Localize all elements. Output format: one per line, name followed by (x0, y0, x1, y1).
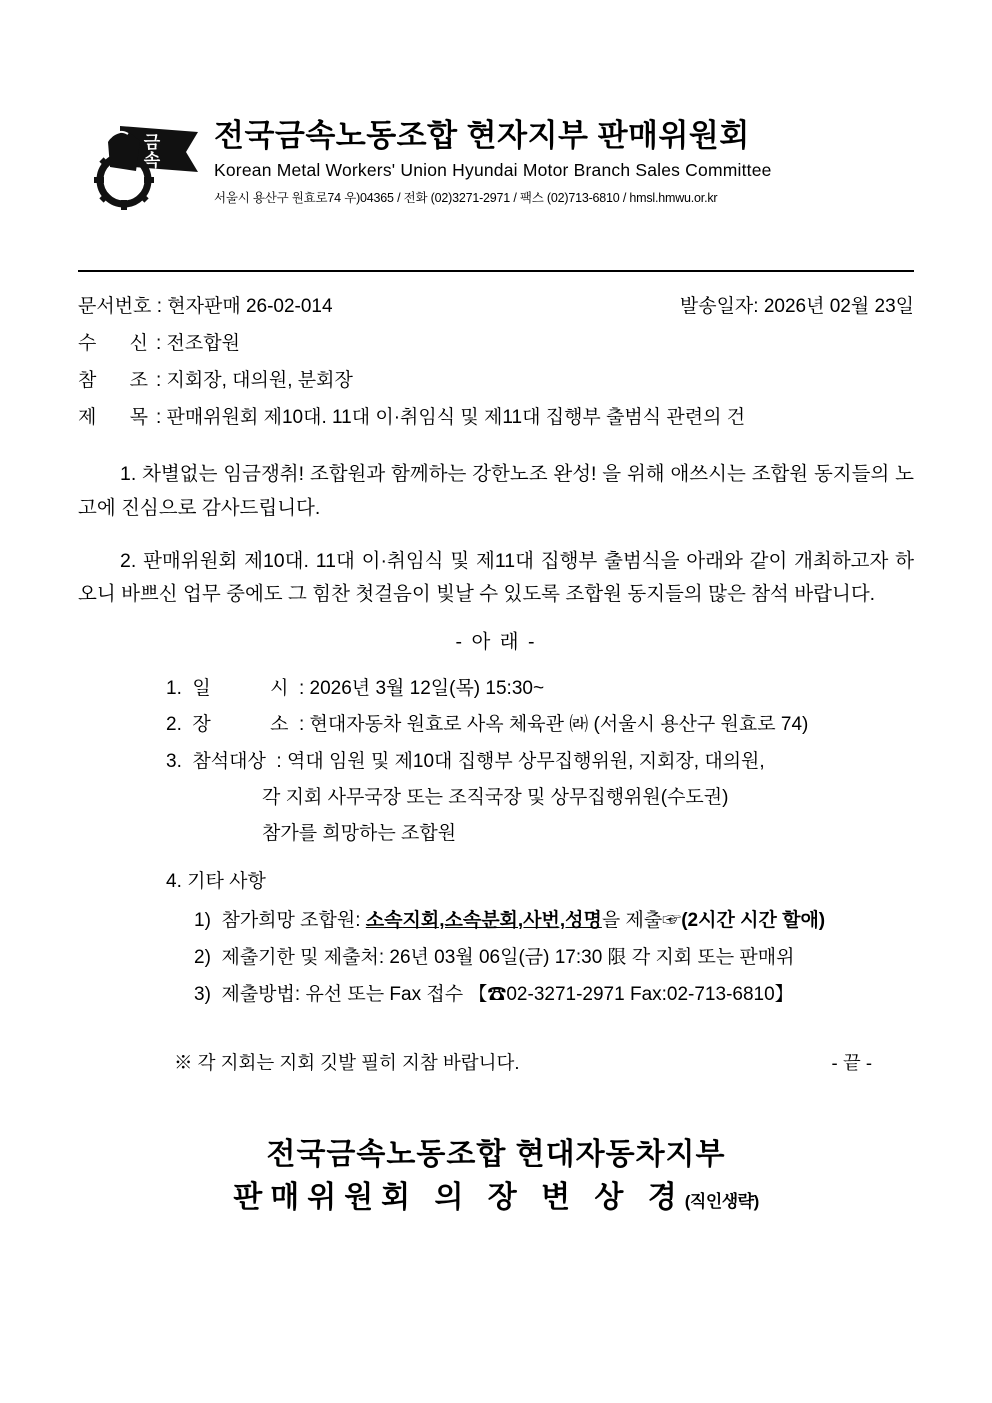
subject-value: : 판매위원회 제10대. 11대 이·취임식 및 제11대 집행부 출범식 관련의 건 (156, 407, 746, 429)
sub-item-3-number: 3) (194, 984, 211, 1005)
sub-item-1-underline: 소속지회,소속분회,사번,성명 (365, 909, 602, 931)
paragraph-1: 1. 차별없는 임금쟁취! 조합원과 함께하는 강한노조 완성! 을 위해 애쓰시는 조합원 동지들의 노고에 진심으로 감사드립니다. (78, 463, 914, 519)
item-1-label2: 시 (270, 678, 289, 700)
sub-item-1-tail: (2시간 시간 할애) (681, 909, 826, 931)
signature-chairman-name: 판매위원회 의 장 변 상 경 (233, 1180, 685, 1214)
footer-note: ※ 각 지회는 지회 깃발 필히 지참 바랍니다. (174, 1052, 520, 1074)
sub-item-3-text: 제출방법: 유선 또는 Fax 접수 【☎02-3271-2971 Fax:02-713-6810】 (221, 984, 794, 1005)
item-4-label: 4. 기타 사항 (166, 870, 266, 892)
org-address: 서울시 용산구 원효로74 우)04365 / 전화 (02)3271-2971 / 팩스 (02)713-6810 / hmsl.hmwu.or.kr (214, 190, 718, 205)
union-logo-icon (90, 118, 202, 210)
item-2-number: 2. (166, 714, 182, 736)
document-body (78, 458, 914, 1079)
document-meta (78, 288, 914, 436)
item-2-value: : 현대자동차 원효로 사옥 체육관 ㈑ (서울시 용산구 원효로 74) (298, 714, 809, 736)
svg-text:금: 금 (143, 133, 161, 152)
send-date: 발송일자: 2026년 02월 23일 (679, 296, 914, 317)
signature-chairman (78, 1178, 914, 1217)
recipient-label: 수 신 (78, 333, 162, 355)
sub-item-1-number: 1) (194, 909, 211, 931)
svg-text:속: 속 (143, 151, 161, 170)
detail-items (166, 671, 914, 1013)
meta-row-recipient (78, 325, 914, 362)
meta-row-cc (78, 362, 914, 399)
org-name-korean: 전국금속노동조합 현자지부 판매위원회 (214, 118, 750, 153)
item-3-continuation-1: 각 지회 사무국장 또는 조직국장 및 상무집행위원(수도권) (262, 786, 729, 808)
item-3-label: 참석대상 (192, 750, 266, 772)
doc-number: 문서번호 : 현자판매 26-02-014 (78, 296, 333, 317)
list-item (166, 744, 914, 780)
signature-block (78, 1135, 914, 1217)
below-marker: - 아 래 - (455, 630, 537, 653)
item-3-value: : 역대 임원 및 제10대 집행부 상무집행위원, 지회장, 대의원, (276, 750, 765, 772)
recipient-value: : 전조합원 (156, 333, 240, 355)
signature-seal-note: (직인생략) (684, 1191, 759, 1211)
sub-item-1 (194, 902, 914, 939)
item-2-label: 장 (192, 714, 211, 736)
subject-label: 제 목 (78, 407, 162, 429)
cc-label: 참 조 (78, 370, 162, 392)
list-item (166, 707, 914, 743)
sub-item-2-number: 2) (194, 946, 211, 968)
meta-row-docnumber (78, 288, 914, 325)
item-2-label2: 소 (270, 714, 289, 736)
sub-item-1-pre: 참가희망 조합원: (221, 909, 366, 931)
meta-row-subject (78, 399, 914, 436)
end-marker: - 끝 - (831, 1052, 872, 1074)
signature-org: 전국금속노동조합 현대자동차지부 (266, 1137, 726, 1171)
sub-item-1-post: 을 제출☞ (601, 909, 682, 931)
sub-items (194, 902, 914, 1013)
item-1-value: : 2026년 3월 12일(목) 15:30~ (298, 678, 545, 700)
paragraph-2: 2. 판매위원회 제10대. 11대 이·취임식 및 제11대 집행부 출범식을 아래와 같이 개최하고자 하오니 바쁘신 업무 중에도 그 힘찬 첫걸음이 빛날 수 있도록 조합원 동지들의 많은 참석 바랍니다. (78, 549, 914, 606)
footer-note-row (174, 1047, 914, 1079)
sub-item-3 (194, 976, 914, 1013)
letterhead (78, 0, 914, 258)
sub-item-2-text: 제출기한 및 제출처: 26년 03월 06일(금) 17:30 限 각 지회 또는 판매위 (221, 946, 795, 968)
organization-titles (214, 118, 914, 206)
header-divider (78, 270, 914, 272)
item-3-number: 3. (166, 750, 182, 772)
cc-value: : 지회장, 대의원, 분회장 (156, 370, 353, 392)
item-3-continuation-2: 참가를 희망하는 조합원 (262, 822, 457, 844)
item-1-number: 1. (166, 678, 182, 700)
org-name-english: Korean Metal Workers' Union Hyundai Motor Branch Sales Committee (214, 159, 772, 180)
sub-item-2 (194, 939, 914, 976)
item-1-label: 일 (192, 678, 211, 700)
list-item (166, 671, 914, 707)
